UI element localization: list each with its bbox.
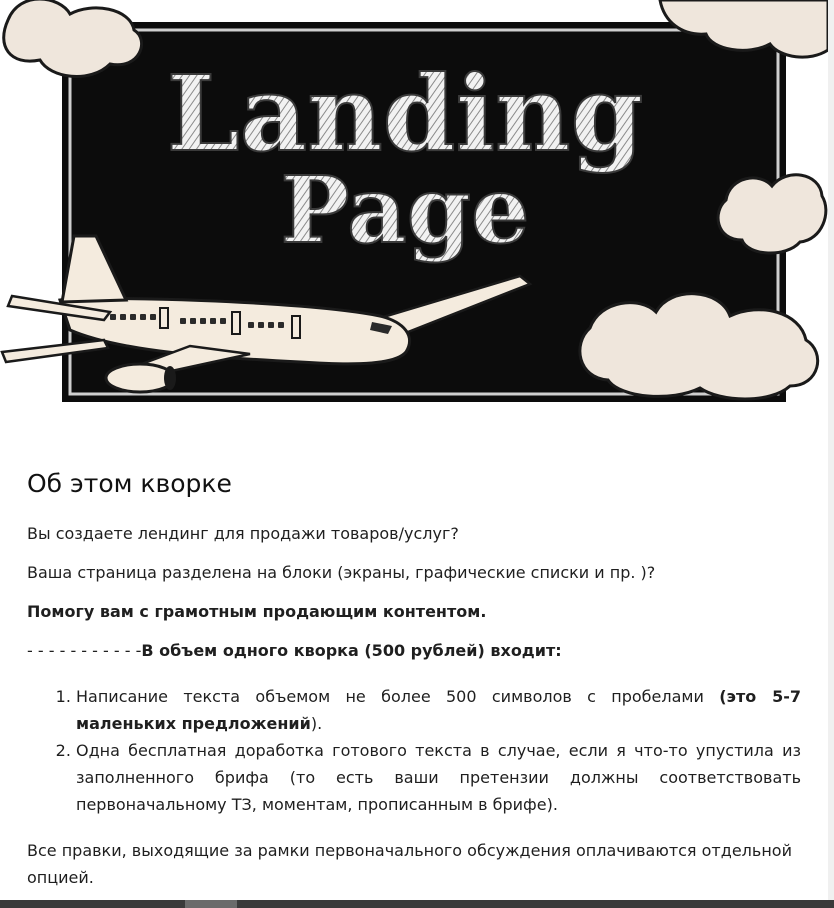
dash-separator: - - - - - - - - - - - bbox=[27, 641, 142, 660]
list-item bbox=[76, 737, 801, 818]
includes-heading bbox=[27, 637, 801, 664]
kwork-description bbox=[27, 440, 801, 891]
includes-title: В объем одного кворка (500 рублей) входит: bbox=[141, 641, 562, 660]
list-item-after: ). bbox=[310, 714, 323, 733]
section-heading: Об этом кворке bbox=[27, 469, 232, 498]
hero-title-line1: Landing bbox=[166, 52, 644, 175]
scrollbar-track[interactable] bbox=[828, 0, 834, 908]
list-item-bold: (это 5-7 маленьких предложений bbox=[76, 687, 802, 733]
cloud-icon bbox=[4, 0, 142, 76]
intro-text: Вы создаете лендинг для продажи товаров/услуг? bbox=[27, 524, 459, 543]
hero-banner bbox=[0, 0, 828, 408]
list-item-text: Одна бесплатная доработка готового текста в случае, если я что-то упустила из заполненного брифа (то есть ваши претензии должны соответствовать первоначальному ТЗ, моментам, прописанным в брифе). bbox=[76, 741, 801, 814]
includes-list bbox=[27, 683, 801, 818]
question-text: Ваша страница разделена на блоки (экраны, графические списки и пр. )? bbox=[27, 563, 656, 582]
footnote-text: Все правки, выходящие за рамки первоначального обсуждения оплачиваются отдельной опцией. bbox=[27, 841, 792, 887]
bottom-strip-segment bbox=[185, 900, 237, 908]
landing-page-illustration bbox=[0, 0, 828, 408]
bottom-strip bbox=[0, 900, 834, 908]
offer-text: Помогу вам с грамотным продающим контентом. bbox=[27, 602, 487, 621]
hero-title-line2: Page bbox=[280, 156, 530, 264]
list-item-text: Написание текста объемом не более 500 символов с пробелами bbox=[76, 687, 720, 706]
list-item bbox=[76, 683, 801, 737]
